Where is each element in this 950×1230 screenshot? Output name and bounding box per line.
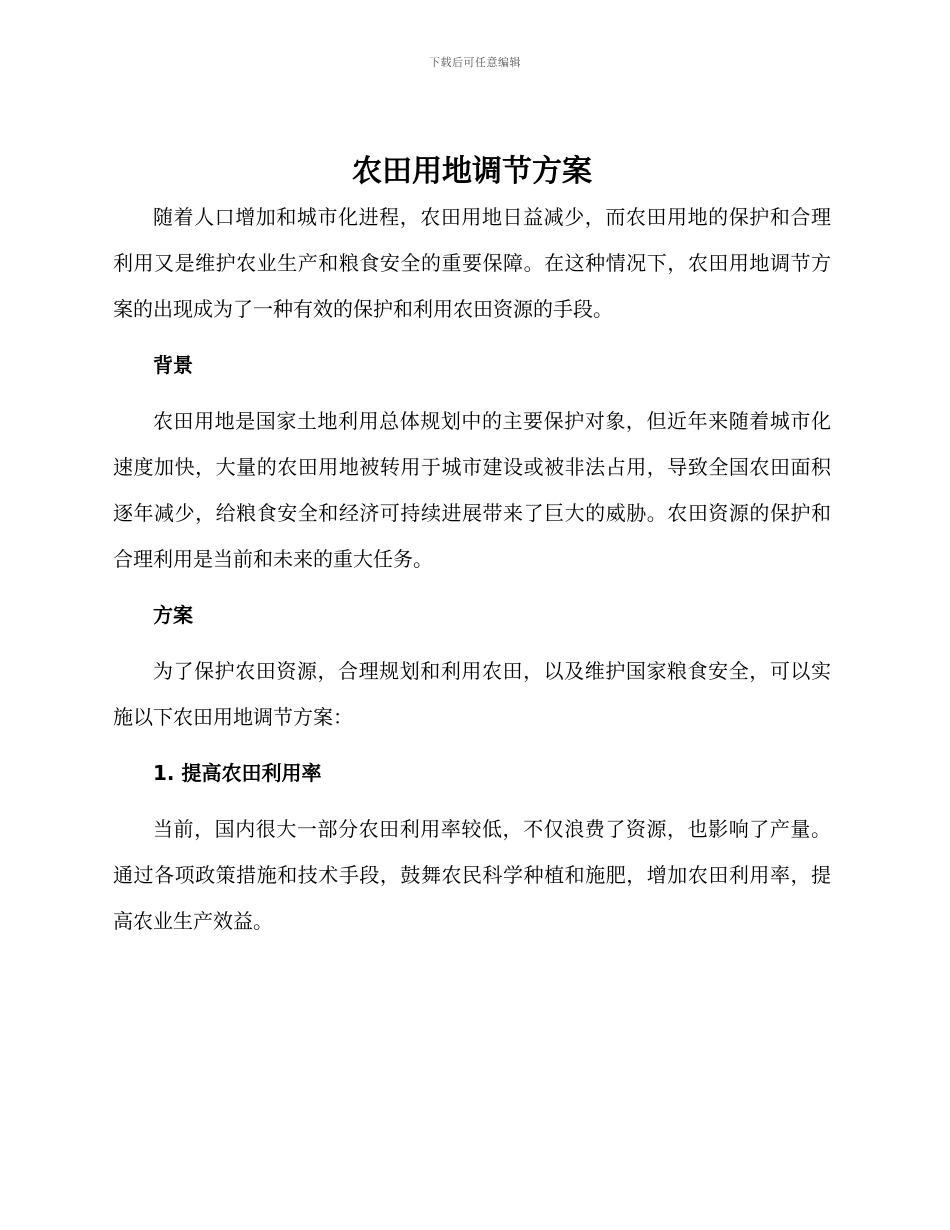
section-body-background: 农田用地是国家土地利用总体规划中的主要保护对象，但近年来随着城市化速度加快，大量的农田用地被转用于城市建设或被非法占用，导致全国农田面积逐年减少，给粮食安全和经济可持续进展带来了巨大的威胁。农田资源的保护和合理利用是当前和未来的重大任务。 [113, 409, 831, 571]
section-heading-plan: 方案 [153, 603, 193, 627]
section-body-utilization: 当前，国内很大一部分农田利用率较低，不仅浪费了资源，也影响了产量。通过各项政策措施和技术手段，鼓舞农民科学种植和施肥，增加农田利用率，提高农业生产效益。 [113, 817, 831, 933]
section-heading-utilization: 1. 提高农田利用率 [153, 761, 322, 785]
section-heading-background: 背景 [153, 353, 193, 377]
intro-paragraph: 随着人口增加和城市化进程，农田用地日益减少，而农田用地的保护和合理利用又是维护农业生产和粮食安全的重要保障。在这种情况下，农田用地调节方案的出现成为了一种有效的保护和利用农田资源的手段。 [113, 205, 831, 321]
header-note: 下载后可任意编辑 [429, 56, 521, 69]
document-title: 农田用地调节方案 [352, 154, 592, 189]
document-body [113, 150, 831, 944]
section-body-plan: 为了保护农田资源，合理规划和利用农田，以及维护国家粮食安全，可以实施以下农田用地调节方案： [113, 659, 831, 729]
